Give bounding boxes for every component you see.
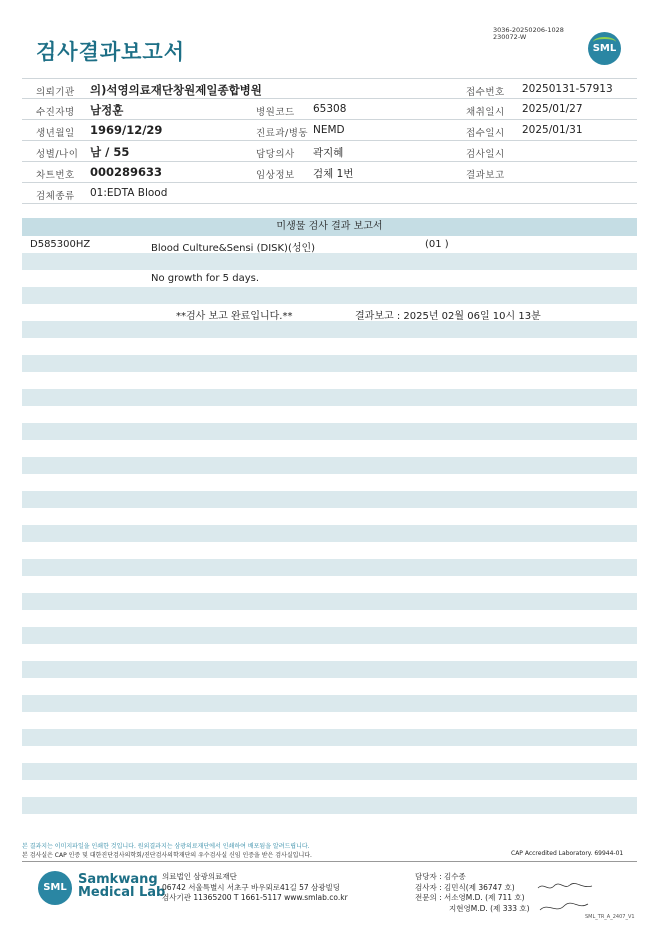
divider (22, 861, 637, 862)
sex-age-label: 성별/나이 (36, 149, 79, 160)
document-number (493, 27, 564, 41)
footer-note-print: 본 결과지는 이미지파일을 인쇄한 것입니다. 원외결과지는 삼광의료재단에서 인쇄하여 배포됨을 알려드립니다. (22, 843, 310, 850)
institution-value: 의)석영의료재단창원제일종합병원 (90, 83, 262, 97)
row-stripe (22, 525, 637, 542)
brand-line1: Samkwang (78, 872, 158, 887)
divider (22, 203, 637, 204)
row-stripe (22, 763, 637, 780)
institution-label: 의뢰기관 (36, 87, 75, 98)
sml-footer-logo-icon: SML (38, 871, 72, 905)
form-code: SML_TR_A_2407_V1 (585, 914, 635, 920)
cap-accreditation: CAP Accredited Laboratory. 69944-01 (511, 850, 624, 857)
document-number-line2: 230072-W (493, 33, 527, 41)
birth-value: 1969/12/29 (90, 123, 163, 137)
results-section-header: 미생물 검사 결과 보고서 (22, 218, 637, 236)
report-complete-text: **검사 보고 완료입니다.** (176, 311, 293, 322)
brand-name (78, 873, 165, 899)
contact-info: 검사기관 11365200 T 1661-5117 www.smlab.co.kr (162, 893, 348, 902)
dept-value: NEMD (313, 124, 345, 136)
divider (22, 140, 637, 141)
divider (22, 161, 637, 162)
document-number-line1: 3036-20250206-1028 (493, 26, 564, 34)
row-stripe (22, 593, 637, 610)
row-stripe (22, 253, 637, 270)
row-stripe (22, 559, 637, 576)
staff-specialist-1: 전문의 : 서소영M.D. (제 711 호) (415, 893, 525, 902)
row-stripe (22, 423, 637, 440)
footer-note-cap: 본 검사실은 CAP 인증 및 대한진단검사의학회/진단검사의학재단의 우수검사실 신임 인증을 받은 검사실입니다. (22, 852, 312, 859)
patient-name-value: 남정훈 (90, 103, 124, 117)
specimen-label: 검체종류 (36, 191, 75, 202)
specimen-value: 01:EDTA Blood (90, 187, 168, 199)
collect-date-label: 채취일시 (466, 107, 505, 118)
row-stripe (22, 797, 637, 814)
staff-specialist-2: 지현영M.D. (제 333 호) (449, 903, 530, 913)
collect-date-value: 2025/01/27 (522, 103, 583, 115)
receipt-date-label: 접수일시 (466, 128, 505, 139)
staff-manager: 담당자 : 김수종 (415, 872, 466, 881)
divider (22, 78, 637, 79)
street-address: 06742 서울특별시 서초구 바우뫼로41길 57 삼광빌딩 (162, 882, 341, 892)
row-stripe (22, 355, 637, 372)
divider (22, 119, 637, 120)
chart-no-label: 차트번호 (36, 170, 75, 181)
divider (22, 182, 637, 183)
staff-block (415, 872, 530, 914)
row-stripe (22, 321, 637, 338)
birth-label: 생년월일 (36, 128, 75, 139)
row-stripe (22, 695, 637, 712)
brand-line2: Medical Lab (78, 885, 166, 900)
row-stripe (22, 491, 637, 508)
report-label: 결과보고 (466, 170, 505, 181)
hospital-code-label: 병원코드 (256, 107, 295, 118)
test-number: (01 ) (425, 239, 449, 250)
doctor-value: 곽지혜 (313, 147, 344, 159)
row-stripe (22, 627, 637, 644)
sex-age-value: 남 / 55 (90, 145, 130, 159)
receipt-no-label: 접수번호 (466, 87, 505, 98)
test-date-label: 검사일시 (466, 149, 505, 160)
clinical-info-value: 검체 1번 (313, 168, 354, 180)
staff-examiner: 검사자 : 김민식(제 36747 호) (415, 882, 515, 892)
divider (22, 98, 637, 99)
foundation-name: 의료법인 삼광의료재단 (162, 872, 237, 881)
page-title: 검사결과보고서 (36, 40, 186, 64)
chart-no-value: 000289633 (90, 165, 163, 179)
receipt-date-value: 2025/01/31 (522, 124, 583, 136)
row-stripe (22, 389, 637, 406)
row-stripe (22, 287, 637, 304)
foundation-address (162, 872, 348, 904)
row-stripe (22, 661, 637, 678)
result-finding: No growth for 5 days. (151, 273, 260, 284)
receipt-no-value: 20250131-57913 (522, 83, 613, 95)
test-code: D585300HZ (30, 239, 91, 250)
doctor-label: 담당의사 (256, 149, 295, 160)
hospital-code-value: 65308 (313, 103, 347, 115)
dept-label: 진료과/병동 (256, 128, 309, 139)
row-stripe (22, 729, 637, 746)
signature-icon (536, 880, 596, 916)
row-stripe (22, 457, 637, 474)
patient-name-label: 수진자명 (36, 107, 75, 118)
clinical-info-label: 임상정보 (256, 170, 295, 181)
test-name: Blood Culture&Sensi (DISK)(성인) (151, 243, 316, 254)
sml-logo-icon: SML (588, 32, 621, 65)
report-time-text: 결과보고 : 2025년 02월 06일 10시 13분 (355, 311, 541, 322)
